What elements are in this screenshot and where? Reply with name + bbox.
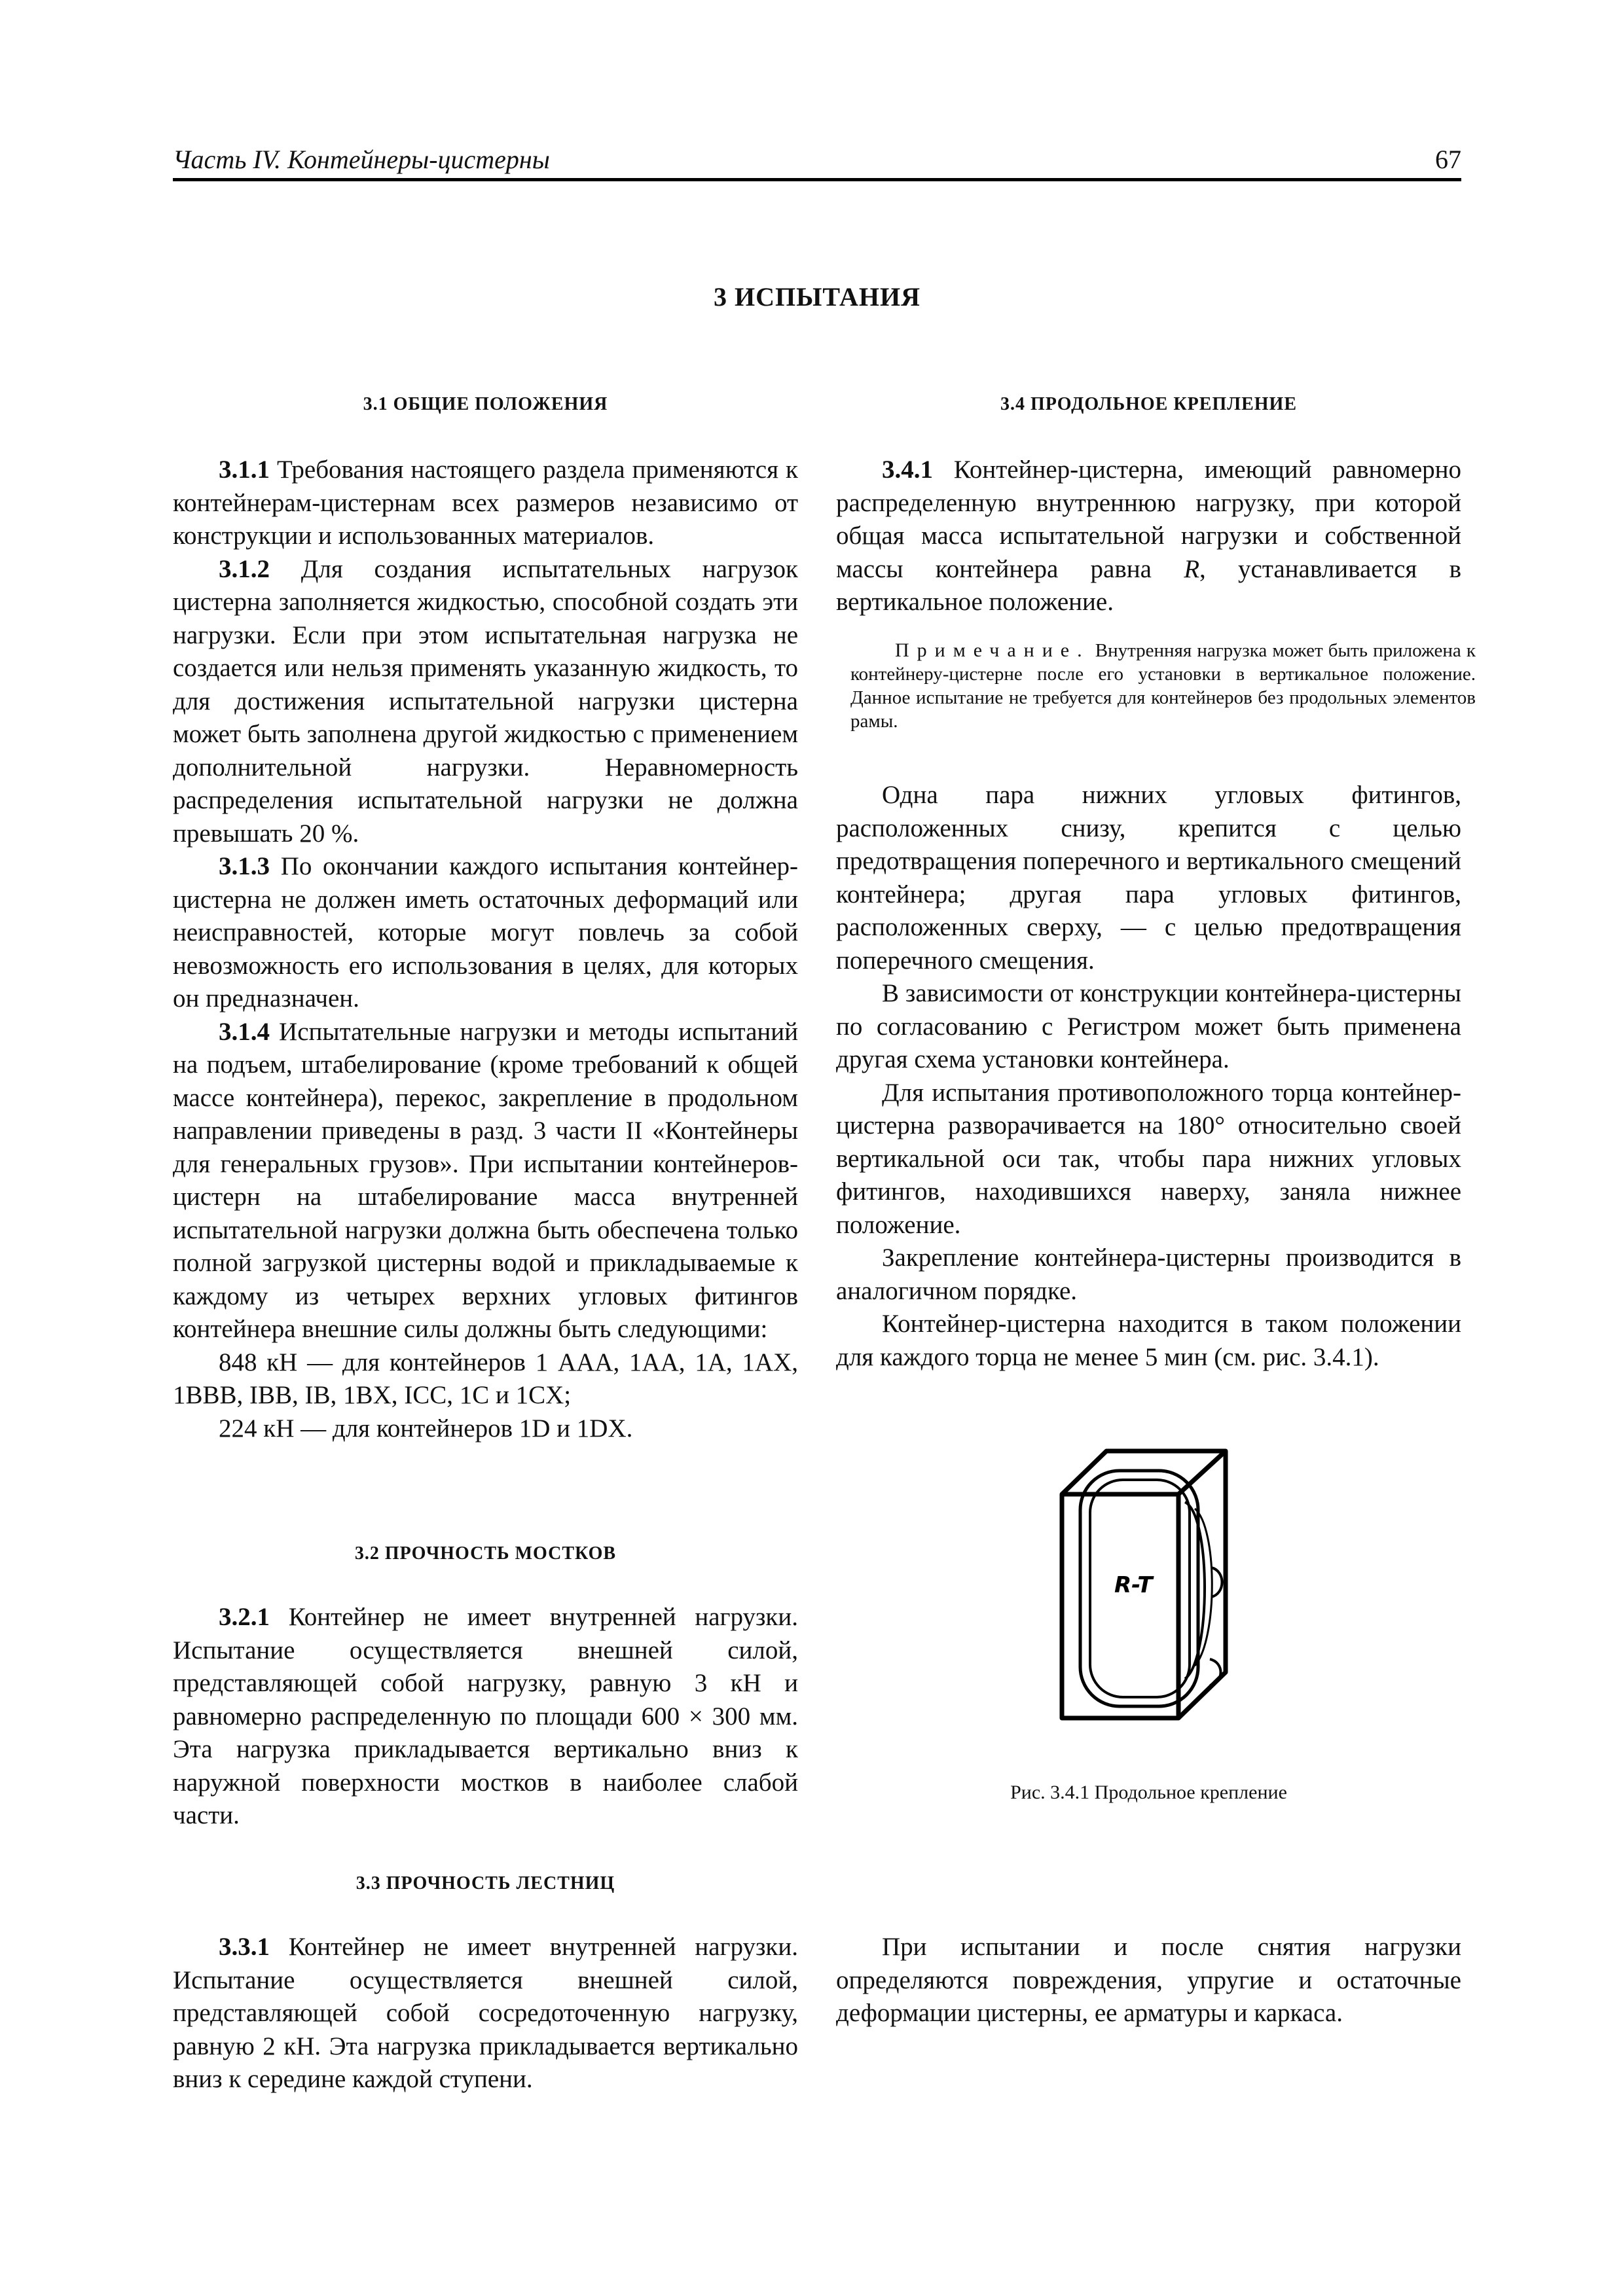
figure-caption: Рис. 3.4.1 Продольное крепление [1010,1782,1287,1803]
paragraph-other-scheme: В зависимости от конструкции контейнера-цистерны по согласованию с Регистром может быть применена другая схема установки контейнера. [836,979,1461,1073]
paragraph-damage-check: При испытании и после снятия нагрузки определяются повреждения, упругие и остаточные деформации цистерны, ее арматуры и каркаса. [836,1933,1461,2027]
clause-number: 3.1.2 [219,554,270,583]
section-3-1-body [173,454,798,1445]
heading-3-2: 3.2 ПРОЧНОСТЬ МОСТКОВ [354,1543,617,1564]
variable-r: R [1184,554,1200,583]
heading-3-4: 3.4 ПРОДОЛЬНОЕ КРЕПЛЕНИЕ [1000,394,1297,414]
paragraph-text: , устанавливается в вертикальное положение. [836,554,1461,616]
paragraph-fittings: Одна пара нижних угловых фитингов, расположенных снизу, крепится с целью предотвращения поперечного и вертикального смещений контейнера; другая пара угловых фитингов, расположенных сверху, — с целью предотвращения поперечного смещения. [836,781,1461,975]
paragraph-text: Требования настоящего раздела применяются к контейнерам-цистернам всех размеров независимо от конструкции и использованных материалов. [173,456,798,550]
note-text: Внутренняя нагрузка может быть приложена к контейнеру-цистерне после его установки в вертикальное положение. Данное испытание не требуется для контейнеров без продольных элементов рамы. [850,640,1476,732]
paragraph-3-1-4 [173,1016,798,1346]
paragraph-text: Контейнер-цистерна, имеющий равномерно распределенную внутреннюю нагрузку, при которой общая масса испытательной нагрузки и собственной массы контейнера равна [836,456,1461,583]
section-3-3-body [173,1931,798,2096]
note-label: Примечание. [895,639,1090,661]
running-head [173,139,1461,181]
section-title: 3 ИСПЫТАНИЯ [713,282,921,312]
paragraph-fastening: Закрепление контейнера-цистерны производится в аналогичном порядке. [836,1244,1461,1305]
paragraph-3-2-1 [173,1601,798,1833]
heading-3-3: 3.3 ПРОЧНОСТЬ ЛЕСТНИЦ [356,1873,615,1893]
paragraph-3-1-2 [173,553,798,851]
paragraph-opposite-end: Для испытания противоположного торца контейнер-цистерна разворачивается на 180° относительно своей вертикальной оси так, чтобы пара нижних угловых фитингов, находившихся наверху, заняла нижнее положение. [836,1078,1461,1239]
paragraph-text: Контейнер не имеет внутренней нагрузки. Испытание осуществляется внешней силой, представляющей собой сосредоточенную нагрузку, равную 2 кН. Эта нагрузка прикладывается вертикально вниз к середине каждой ступени. [173,1933,798,2093]
clause-number: 3.1.1 [219,456,270,484]
clause-number: 3.2.1 [219,1603,270,1631]
frame-top-edge [1178,1451,1226,1494]
paragraph-text: Испытательные нагрузки и методы испытаний на подъем, штабелирование (кроме требований к общей массе контейнера), перекос, закрепление в продольном направлении приведены в разд. 3 части II «Контейнеры для генеральных грузов». При испытании контейнеров-цистерн на штабелирование масса внутренней испытательной нагрузки должна быть обеспечена только полной загрузкой цистерны водой и прикладываемые к каждому из четырех верхних угловых фитингов контейнера внешние силы должны быть следующими: [173,1017,798,1343]
tank-container-drawing [1054,1443,1244,1725]
clause-number: 3.1.3 [219,852,270,880]
clause-number: 3.1.4 [219,1017,270,1046]
clause-number: 3.3.1 [219,1933,270,1961]
paragraph-load-848: 848 кН — для контейнеров 1 AAA, 1AA, 1A, 1AX, 1BBB, IBB, IB, 1BX, ICC, 1C и 1CX; [173,1348,798,1409]
paragraph-3-1-3 [173,850,798,1016]
page-number: 67 [1435,145,1461,174]
running-title: Часть IV. Контейнеры-цистерны [173,145,550,174]
paragraph-duration: Контейнер-цистерна находится в таком положении для каждого торца не менее 5 мин (см. рис. 3.4.1). [836,1310,1461,1371]
paragraph-load-224: 224 кН — для контейнеров 1D и 1DX. [219,1414,633,1443]
note-block [836,639,1482,733]
clause-number: 3.4.1 [882,456,933,484]
paragraph-3-1-1 [173,454,798,553]
figure-label: R-T [1114,1572,1153,1598]
section-3-4-body [836,454,1461,619]
paragraph-3-3-1 [173,1931,798,2096]
section-3-2-body [173,1601,798,1833]
paragraph-text: По окончании каждого испытания контейнер-цистерна не должен иметь остаточных деформаций или неисправностей, которые могут повлечь за собой невозможность его использования в целях, для которых он предназначен. [173,852,798,1013]
paragraph-3-4-1 [836,454,1461,619]
section-3-4-body-continued [836,779,1461,1374]
figure-longitudinal-restraint [1054,1443,1244,1725]
paragraph-text: Контейнер не имеет внутренней нагрузки. Испытание осуществляется внешней силой, представляющей собой нагрузку, равную 3 кН и равномерно распределенную по площади 600 × 300 мм. Эта нагрузка прикладывается вертикально вниз к наружной поверхности мостков в наиболее слабой части. [173,1603,798,1829]
section-3-4-final [836,1931,1461,2030]
heading-3-1: 3.1 ОБЩИЕ ПОЛОЖЕНИЯ [363,394,608,414]
paragraph-text: Для создания испытательных нагрузок цистерна заполняется жидкостью, способной создать эти нагрузки. Если при этом испытательная нагрузка не создается или нельзя применять указанную жидкость, то для достижения испытательной нагрузки цистерна может быть заполнена другой жидкостью с применением дополнительной нагрузки. Неравномерность распределения испытательной нагрузки не должна превышать 20 %. [173,554,798,848]
